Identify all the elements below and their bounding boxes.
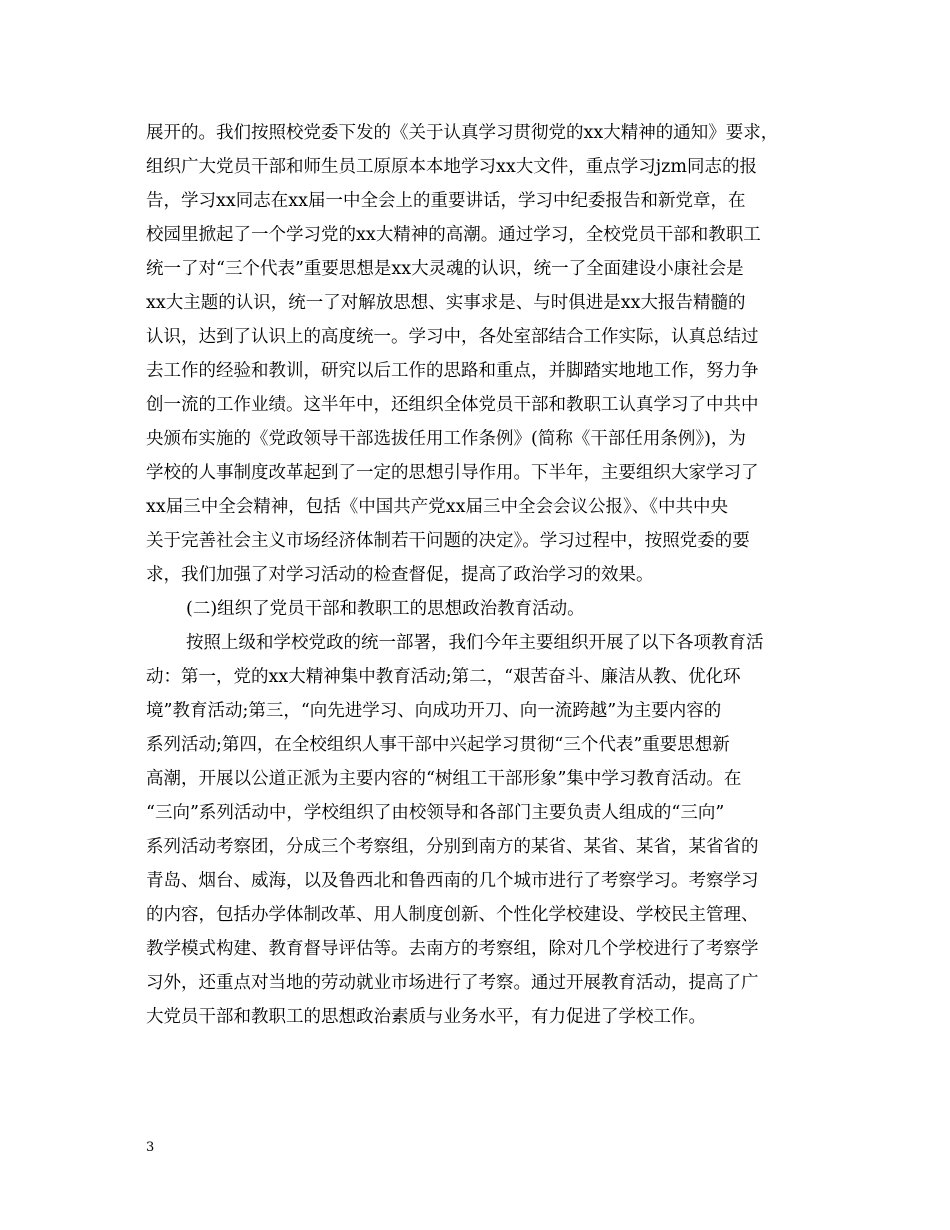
body-line: 央颁布实施的《党政领导干部选拔任用工作条例》(简称《干部任用条例》)，为 xyxy=(146,429,746,449)
body-line: 境”教育活动;第三，“向先进学习、向成功开刀、向一流跨越”为主要内容的 xyxy=(146,701,722,721)
body-line: 求，我们加强了对学习活动的检查督促，提高了政治学习的效果。 xyxy=(146,565,654,585)
page-number: 3 xyxy=(146,1140,155,1155)
body-line: 校园里掀起了一个学习党的xx大精神的高潮。通过学习，全校党员干部和教职工 xyxy=(146,225,761,245)
body-line: 系列活动;第四，在全校组织人事干部中兴起学习贯彻“三个代表”重要思想新 xyxy=(146,735,730,755)
body-line: xx届三中全会精神，包括《中国共产党xx届三中全会会议公报》、《中共中央 xyxy=(146,497,728,517)
body-line: 学校的人事制度改革起到了一定的思想引导作用。下半年，主要组织大家学习了 xyxy=(146,463,759,483)
body-line: 展开的。我们按照校党委下发的《关于认真学习贯彻党的xx大精神的通知》要求， xyxy=(146,123,779,143)
body-line: 习外，还重点对当地的劳动就业市场进行了考察。通过开展教育活动，提高了广 xyxy=(146,973,759,993)
body-line: xx大主题的认识，统一了对解放思想、实事求是、与时俱进是xx大报告精髓的 xyxy=(146,293,746,313)
body-line: 按照上级和学校党政的统一部署，我们今年主要组织开展了以下各项教育活 xyxy=(186,633,764,653)
body-line: 关于完善社会主义市场经济体制若干问题的决定》。学习过程中，按照党委的要 xyxy=(146,531,750,551)
body-line: 的内容，包括办学体制改革、用人制度创新、个性化学校建设、学校民主管理、 xyxy=(146,905,759,925)
body-line: 创一流的工作业绩。这半年中，还组织全体党员干部和教职工认真学习了中共中 xyxy=(146,395,759,415)
body-line: 统一了对“三个代表”重要思想是xx大灵魂的认识，统一了全面建设小康社会是 xyxy=(146,259,744,279)
body-line: 大党员干部和教职工的思想政治素质与业务水平，有力促进了学校工作。 xyxy=(146,1007,706,1027)
body-line: 动：第一，党的xx大精神集中教育活动;第二，“艰苦奋斗、廉洁从教、优化环 xyxy=(146,667,741,687)
body-line: 认识，达到了认识上的高度统一。学习中，各处室部结合工作实际，认真总结过 xyxy=(146,327,759,347)
body-line: 青岛、烟台、威海，以及鲁西北和鲁西南的几个城市进行了考察学习。考察学习 xyxy=(146,871,759,891)
body-line: 系列活动考察团，分成三个考察组，分别到南方的某省、某省、某省，某省省的 xyxy=(146,837,759,857)
body-line: 告，学习xx同志在xx届一中全会上的重要讲话，学习中纪委报告和新党章，在 xyxy=(146,191,746,211)
body-line: 去工作的经验和教训，研究以后工作的思路和重点，并脚踏实地地工作，努力争 xyxy=(146,361,759,381)
body-line: 高潮，开展以公道正派为主要内容的“树组工干部形象”集中学习教育活动。在 xyxy=(146,769,742,789)
section-heading: (二)组织了党员干部和教职工的思想政治教育活动。 xyxy=(186,599,585,619)
body-line: “三向”系列活动中，学校组织了由校领导和各部门主要负责人组成的“三向” xyxy=(146,803,725,823)
body-line: 组织广大党员干部和师生员工原原本本地学习xx大文件，重点学习jzm同志的报 xyxy=(146,157,757,177)
body-line: 教学模式构建、教育督导评估等。去南方的考察组，除对几个学校进行了考察学 xyxy=(146,939,759,959)
